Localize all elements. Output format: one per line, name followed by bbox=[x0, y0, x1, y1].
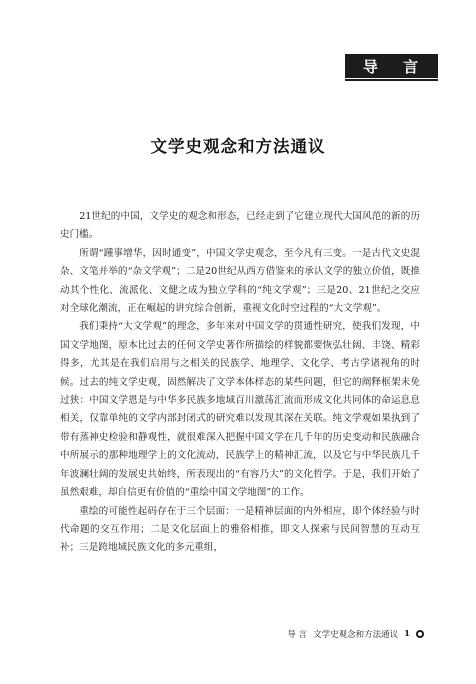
flower-icon bbox=[416, 630, 424, 638]
footer-section: 导 言 bbox=[287, 630, 308, 640]
running-footer bbox=[287, 628, 424, 640]
paragraph: 21世纪的中国，文学史的观念和形态，已经走到了它建立现代大国风范的新的历史门槛。 bbox=[60, 211, 420, 241]
paragraph: 所谓“踵事增华，因时通变”，中国文学史观念，至今凡有三变。一是古代文史混杂、文笔并举的“杂文学观”；二是20世纪从西方借鉴来的承认文学的独立价值，既推动其个性化、流派化、文健之成为独立学科的“纯文学观”；三是20、21世纪之交应对全球化潮流，正在崛起的讲究综合创新，重视文化时空过程的“大文学观”。 bbox=[60, 247, 420, 315]
footer-title: 文学史观念和方法通议 bbox=[313, 630, 399, 640]
page-number: 1 bbox=[404, 629, 410, 639]
section-label: 导 言 bbox=[345, 54, 438, 78]
paragraph: 重绘的可能性起码存在于三个层面：一是精神层面的内外相应，即个体经验与时代命题的交互作用；二是文化层面上的雅俗相推，即文人探索与民间智慧的互动互补；三是跨地域民族文化的多元重组， bbox=[60, 505, 420, 554]
paragraph: 我们秉持“大文学观”的理念，多年来对中国文学的贯通性研究，使我们发现，中国文学地图，原本比过去的任何文学史著作所描绘的样貌都要恢弘壮阔、丰饶、精彩得多，尤其是在我们启用与之相关的民族学、地理学、文化学、考古学诸视角的时候。过去的纯文学史观，固然解决了文学本体样态的某些问题，但它的阐释框架未免过狭：中国文学恩是与中华多民族多地域百川激荡汇流而形成文化共同体的命运息息相关，仅靠单纯的文学内部封闭式的研究难以发现其深在关联。纯文学观如果执到了带有蒸神史检验和静观性，就很难深入把握中国文学在几千年的历史变动和民族融合中所展示的那种地理学上的文化流动，民族学上的精神汇流，以及它与中华民族几千年波澜壮阔的发展史共始终，所表现出的“有容乃大”的文化哲学。于是，我们开始了虽然艰难，却自信更有价值的“重绘中国文学地图”的工作。 bbox=[60, 321, 420, 499]
section-rule bbox=[345, 79, 438, 81]
body-text bbox=[60, 208, 420, 558]
chapter-title: 文学史观念和方法通议 bbox=[150, 137, 326, 156]
